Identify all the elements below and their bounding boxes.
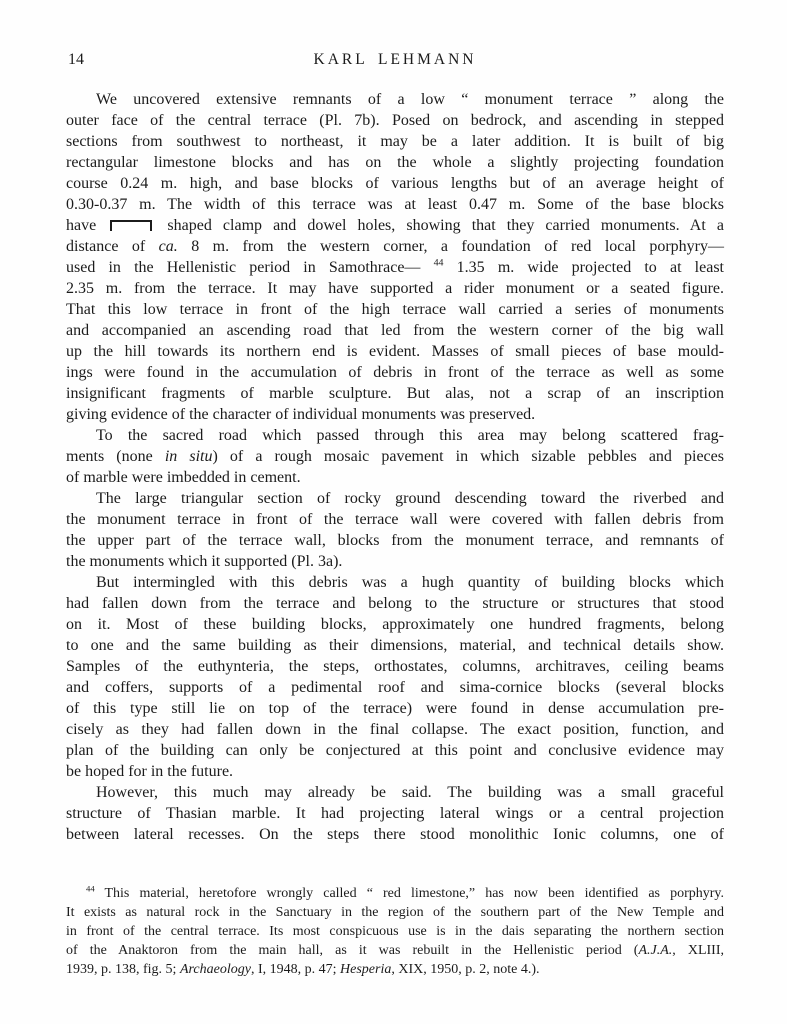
text-line: be hoped for in the future. (66, 763, 234, 780)
paragraph (66, 572, 724, 782)
text-line: structure of Thasian marble. It had projecting lateral wings or a central projection (66, 805, 724, 822)
page-header (66, 51, 724, 73)
page-number: 14 (68, 51, 84, 68)
paragraph (66, 884, 724, 979)
text-line: between lateral recesses. On the steps there stood monolithic Ionic columns, one of (66, 826, 724, 843)
text-line: giving evidence of the character of individual monuments was preserved. (66, 406, 536, 423)
text-line: ments (none in situ) of a rough mosaic pavement in which sizable pebbles and pieces (66, 448, 724, 465)
text-line: It exists as natural rock in the Sanctuary in the region of the southern part of the New Temple and (66, 905, 724, 920)
text-line: of marble were imbedded in cement. (66, 469, 301, 486)
text-line: of the Anaktoron from the main hall, as it was rebuilt in the Hellenistic period (A.J.A., XLIII, (66, 943, 724, 958)
text-line: However, this much may already be said. The building was a small graceful (96, 784, 724, 801)
text-line: on it. Most of these building blocks, approximately one hundred fragments, belong (66, 616, 724, 633)
text-line: the monument terrace in front of the terrace wall were covered with fallen debris from (66, 511, 724, 528)
paragraph (66, 488, 724, 572)
text-line: of this type still lie on top of the terrace) were found in dense accumulation pre- (66, 700, 724, 717)
text-line: We uncovered extensive remnants of a low “ monument terrace ” along the (96, 91, 724, 108)
text-line: That this low terrace in front of the high terrace wall carried a series of monuments (66, 301, 724, 318)
text-line: sections from southwest to northeast, it may be a later addition. It is built of big (66, 133, 724, 150)
text-line: and accompanied an ascending road that led from the western corner of the big wall (66, 322, 724, 339)
text-line: in front of the central terrace. Its most conspicuous use is in the dais separating the northern section (66, 924, 724, 939)
text-line: ings were found in the accumulation of debris in front of the terrace as well as some (66, 364, 724, 381)
text-line: To the sacred road which passed through this area may belong scattered frag- (96, 427, 724, 444)
text-line: $^{44}$ This material, heretofore wrongly called “ red limestone,” has now been identified as porphyry. (86, 883, 724, 901)
text-line: up the hill towards its northern end is evident. Masses of small pieces of base mould- (66, 343, 724, 360)
text-line: and coffers, supports of a pedimental roof and sima-cornice blocks (several blocks (66, 679, 724, 696)
text-line: have shaped clamp and dowel holes, showing that they carried monuments. At a (66, 217, 725, 234)
paragraph (66, 782, 724, 845)
text-line: But intermingled with this debris was a hugh quantity of building blocks which (96, 574, 724, 591)
text-line: had fallen down from the terrace and belong to the structure or structures that stood (66, 595, 724, 612)
text-line: distance of ca. 8 m. from the western corner, a foundation of red local porphyry— (66, 238, 725, 255)
text-line: 0.30-0.37 m. The width of this terrace was at least 0.47 m. Some of the base blocks (66, 196, 724, 213)
paragraph (66, 425, 724, 488)
text-line: the monuments which it supported (Pl. 3a). (66, 553, 343, 570)
text-line: course 0.24 m. high, and base blocks of various lengths but of an average height of (66, 175, 724, 192)
text-line: insignificant fragments of marble sculpture. But alas, not a scrap of an inscription (66, 385, 724, 402)
paragraph (66, 89, 724, 425)
text-line: cisely as they had fallen down in the final collapse. The exact position, function, and (66, 721, 724, 738)
text-line: used in the Hellenistic period in Samothrace— $^{44}$ 1.35 m. wide projected to at least (66, 257, 724, 276)
text-line: rectangular limestone blocks and has on the whole a slightly projecting foundation (66, 154, 724, 171)
text-line: plan of the building can only be conjectured at this point and conclusive evidence may (66, 742, 724, 759)
text-line: 2.35 m. from the terrace. It may have supported a rider monument or a seated figure. (66, 280, 724, 297)
clamp-symbol-icon (110, 220, 152, 231)
text-line: The large triangular section of rocky ground descending toward the riverbed and (96, 490, 724, 507)
text-line: 1939, p. 138, fig. 5; Archaeology, I, 1948, p. 47; Hesperia, XIX, 1950, p. 2, note 4.). (66, 962, 540, 977)
text-line: outer face of the central terrace (Pl. 7b). Posed on bedrock, and ascending in stepped (66, 112, 724, 129)
running-head: KARL LEHMANN (313, 51, 477, 68)
text-line: the upper part of the terrace wall, blocks from the monument terrace, and remnants of (66, 532, 724, 549)
text-line: to one and the same building as their dimensions, material, and technical details show. (66, 637, 724, 654)
body-text (66, 89, 724, 845)
text-line: Samples of the euthynteria, the steps, orthostates, columns, architraves, ceiling beams (66, 658, 724, 675)
footnote-block (66, 884, 724, 979)
